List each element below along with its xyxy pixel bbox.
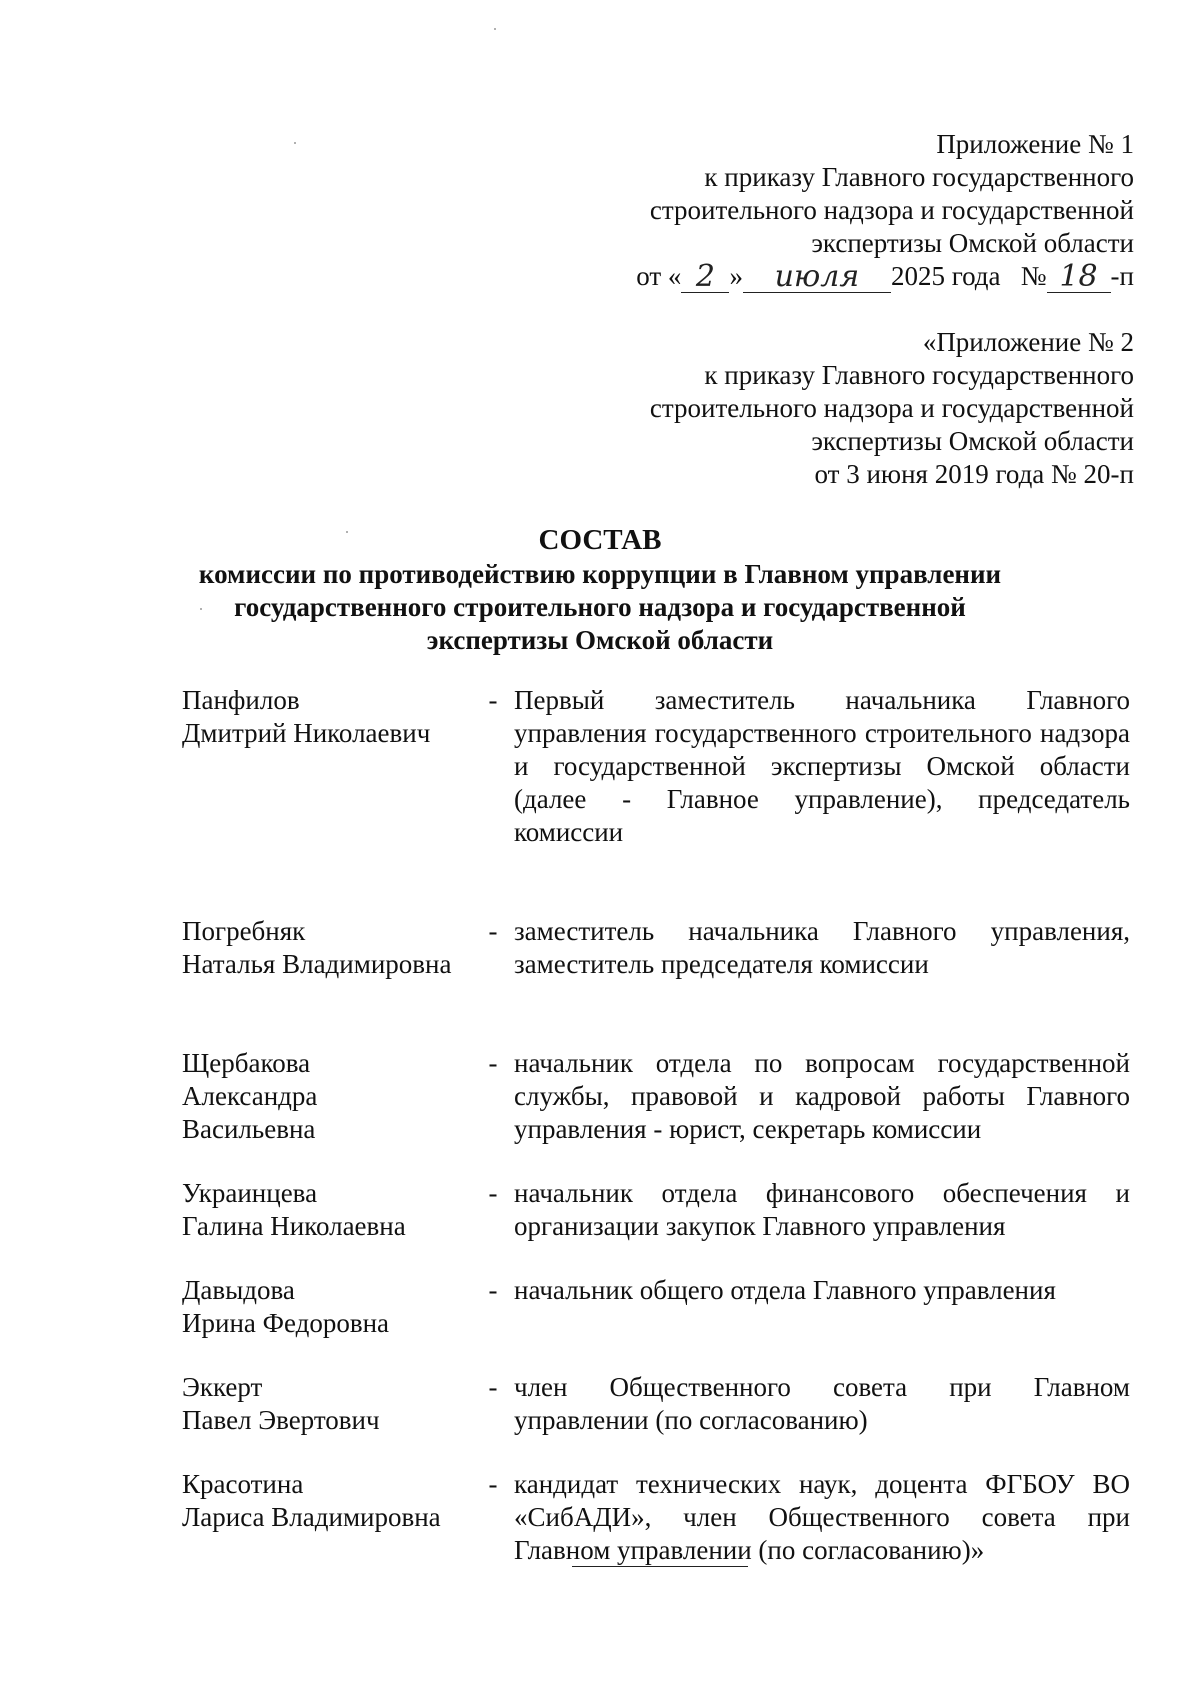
member-given-name: Александра <box>182 1081 318 1111</box>
appendix-2-line5: от 3 июня 2019 года № 20-п <box>814 459 1134 489</box>
member-given-names: Галина Николаевна <box>182 1211 406 1241</box>
date-prefix: от « <box>636 261 682 291</box>
member-description: член Общественного совета при Главном управлении (по согласованию) <box>514 1372 1130 1435</box>
member-dash: - <box>488 1469 498 1499</box>
member-dash: - <box>488 685 498 715</box>
scan-speck <box>294 142 296 144</box>
date-year: 2025 года № <box>890 261 1047 291</box>
document-title <box>0 522 1200 657</box>
title-line3: экспертизы Омской области <box>426 625 774 655</box>
date-quote-close: » <box>729 261 743 291</box>
member-description: заместитель начальника Главного управления, заместитель председателя комиссии <box>514 916 1130 979</box>
member-row <box>182 1468 1130 1567</box>
appendix-2-header <box>650 326 1134 491</box>
member-surname: Украинцева <box>182 1178 318 1208</box>
handwritten-day: 2 <box>681 262 729 293</box>
member-surname: Щербакова <box>182 1048 311 1078</box>
handwritten-order-number: 18 <box>1047 262 1111 293</box>
member-description: Первый заместитель начальника Главного управления государственного строительного надзора и государственной экспертизы Омской области (далее - Главное управление), председатель комиссии <box>514 685 1130 847</box>
member-patronymic: Васильевна <box>182 1114 316 1144</box>
appendix-2-line3: строительного надзора и государственной <box>649 393 1134 423</box>
member-name <box>182 1274 472 1340</box>
member-description: начальник общего отдела Главного управления <box>514 1275 1056 1305</box>
member-dash: - <box>488 1275 498 1305</box>
member-given-names: Ирина Федоровна <box>182 1308 390 1338</box>
order-number-suffix: -п <box>1110 261 1134 291</box>
member-row <box>182 1371 1130 1437</box>
appendix-1-line3: строительного надзора и государственной <box>649 195 1134 225</box>
member-row <box>182 1274 1130 1340</box>
member-row <box>182 684 1130 849</box>
member-name <box>182 1468 472 1567</box>
member-given-names: Павел Эвертович <box>182 1405 380 1435</box>
appendix-1-date-line <box>636 260 1134 293</box>
member-surname: Эккерт <box>182 1372 263 1402</box>
member-description: начальник отдела по вопросам государственной службы, правовой и кадровой работы Главного управления - юрист, секретарь комиссии <box>514 1048 1130 1144</box>
title-heading: СОСТАВ <box>538 524 662 556</box>
commission-members-list <box>182 684 1130 1567</box>
scan-speck <box>346 531 348 533</box>
member-surname: Красотина <box>182 1469 304 1499</box>
member-given-names: Дмитрий Николаевич <box>182 718 431 748</box>
appendix-2-line2: к приказу Главного государственного <box>704 360 1134 390</box>
appendix-2-line1: «Приложение № 2 <box>922 327 1134 357</box>
appendix-1-line1: Приложение № 1 <box>936 129 1134 159</box>
member-name <box>182 1177 472 1243</box>
member-name <box>182 1371 472 1437</box>
member-given-names: Наталья Владимировна <box>182 949 452 979</box>
scan-speck <box>494 28 496 30</box>
member-name <box>182 915 472 981</box>
title-line2: государственного строительного надзора и государственной <box>234 592 966 622</box>
member-name <box>182 684 472 849</box>
member-surname: Панфилов <box>182 685 300 715</box>
handwritten-month: июля <box>743 262 891 293</box>
member-row <box>182 1177 1130 1243</box>
member-dash: - <box>488 1048 498 1078</box>
end-of-document-rule <box>572 1566 748 1567</box>
appendix-1-line2: к приказу Главного государственного <box>704 162 1134 192</box>
appendix-1-line4: экспертизы Омской области <box>811 228 1134 258</box>
appendix-1-header <box>636 128 1134 293</box>
member-row <box>182 1047 1130 1146</box>
member-surname: Давыдова <box>182 1275 295 1305</box>
title-line1: комиссии по противодействию коррупции в Главном управлении <box>198 559 1002 589</box>
member-dash: - <box>488 1178 498 1208</box>
member-surname: Погребняк <box>182 916 306 946</box>
member-row <box>182 915 1130 981</box>
member-given-names: Лариса Владимировна <box>182 1502 441 1532</box>
member-name <box>182 1047 472 1146</box>
scan-speck <box>200 608 202 610</box>
member-description: кандидат технических наук, доцента ФГБОУ ВО «СибАДИ», член Общественного совета при Главном управлении (по согласованию)» <box>514 1469 1130 1565</box>
member-dash: - <box>488 1372 498 1402</box>
member-description: начальник отдела финансового обеспечения и организации закупок Главного управления <box>514 1178 1130 1241</box>
appendix-2-line4: экспертизы Омской области <box>811 426 1134 456</box>
member-dash: - <box>488 916 498 946</box>
